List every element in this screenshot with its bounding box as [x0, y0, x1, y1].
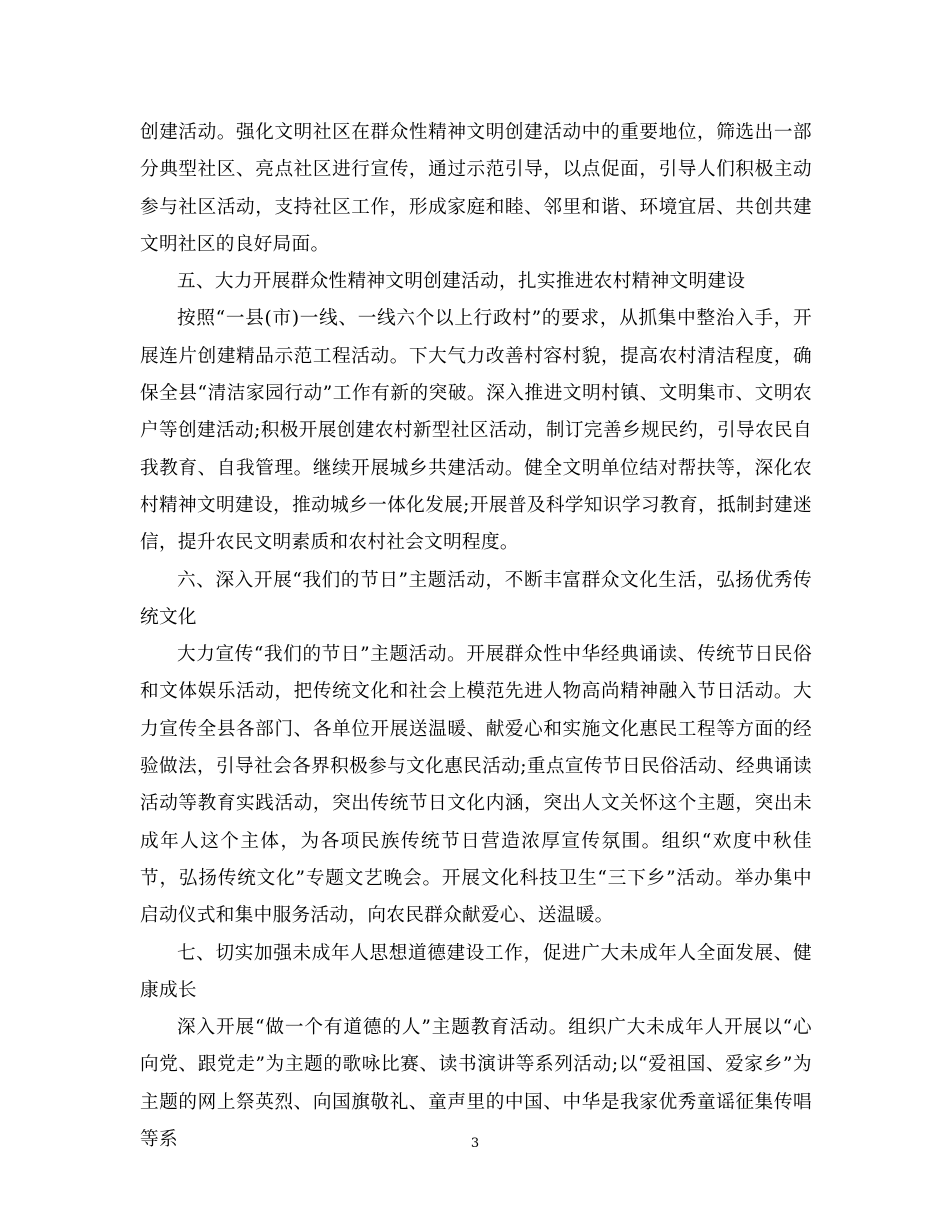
- paragraph-our-festivals: 大力宣传“我们的节日”主题活动。开展群众性中华经典诵读、传统节日民俗和文体娱乐活动，把传统文化和社会上模范先进人物高尚精神融入节日活动。大力宣传全县各部门、各单位开展送温暖、献爱心和实施文化惠民工程等方面的经验做法，引导社会各界积极参与文化惠民活动;重点宣传节日民俗活动、经典诵读活动等教育实践活动，突出传统节日文化内涵，突出人文关怀这个主题，突出未成年人这个主体，为各项民族传统节日营造浓厚宣传氛围。组织“欢度中秋佳节，弘扬传统文化”专题文艺晚会。开展文化科技卫生“三下乡”活动。举办集中启动仪式和集中服务活动，向农民群众献爱心、送温暖。: [140, 644, 812, 927]
- section-heading-5: 五、大力开展群众性精神文明创建活动，扎实推进农村精神文明建设: [177, 271, 746, 293]
- page-number: 3: [470, 1136, 480, 1151]
- document-body: [140, 114, 812, 1158]
- section-heading-7: 七、切实加强未成年人思想道德建设工作，促进广大未成年人全面发展、健康成长: [140, 942, 812, 1001]
- paragraph-continuation: 创建活动。强化文明社区在群众性精神文明创建活动中的重要地位，筛选出一部分典型社区、亮点社区进行宣传，通过示范引导，以点促面，引导人们积极主动参与社区活动，支持社区工作，形成家庭和睦、邻里和谐、环境宜居、共创共建文明社区的良好局面。: [140, 122, 812, 255]
- section-heading-6: 六、深入开展“我们的节日”主题活动，不断丰富群众文化生活，弘扬优秀传统文化: [140, 569, 812, 628]
- paragraph-rural-civilization: 按照“一县(市)一线、一线六个以上行政村”的要求，从抓集中整治入手，开展连片创建精品示范工程活动。下大气力改善村容村貌，提高农村清洁程度，确保全县“清洁家园行动”工作有新的突破。深入推进文明村镇、文明集市、文明农户等创建活动;积极开展创建农村新型社区活动，制订完善乡规民约，引导农民自我教育、自我管理。继续开展城乡共建活动。健全文明单位结对帮扶等，深化农村精神文明建设，推动城乡一体化发展;开展普及科学知识学习教育，抵制封建迷信，提升农民文明素质和农村社会文明程度。: [140, 308, 812, 554]
- paragraph-minors-morality: 深入开展“做一个有道德的人”主题教育活动。组织广大未成年人开展以“心向党、跟党走”为主题的歌咏比赛、读书演讲等系列活动;以“爱祖国、爱家乡”为主题的网上祭英烈、向国旗敬礼、童声里的中国、中华是我家优秀童谣征集传唱等系: [140, 1017, 812, 1151]
